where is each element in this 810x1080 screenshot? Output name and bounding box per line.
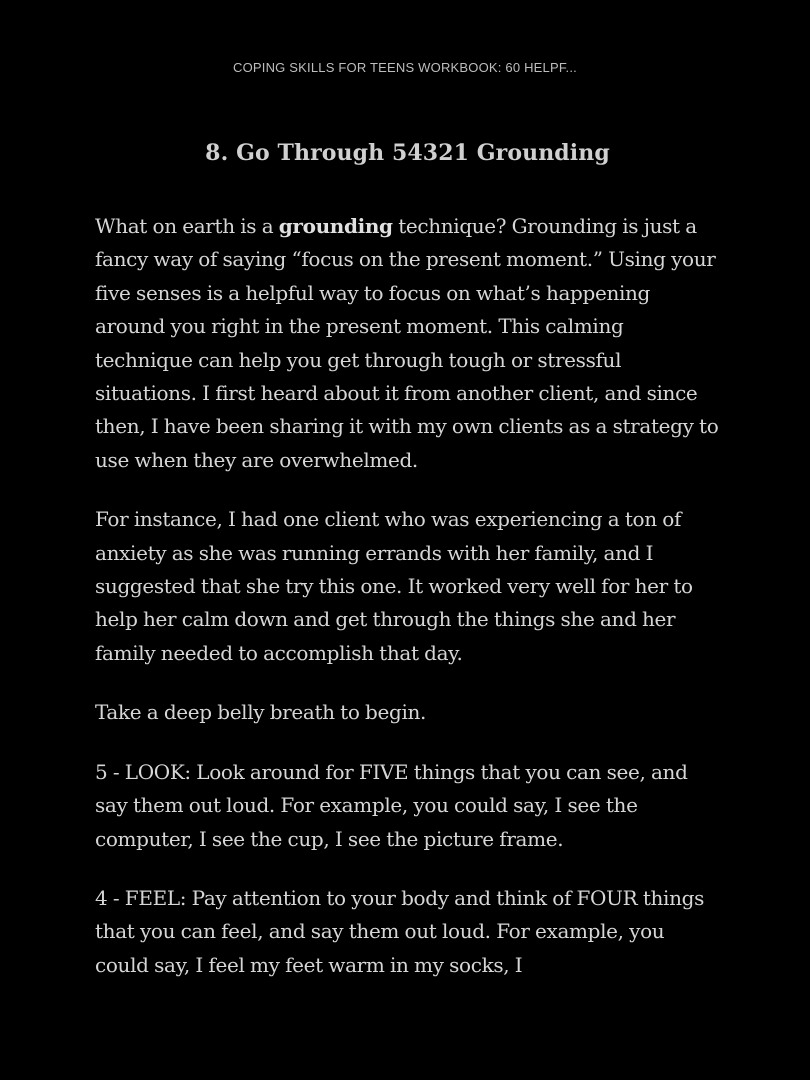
book-title-header: COPING SKILLS FOR TEENS WORKBOOK: 60 HELPF... (233, 60, 577, 75)
paragraph-intro-start: What on earth is a (95, 214, 279, 238)
paragraph-step-feel: 4 - FEEL: Pay attention to your body and think of FOUR things that you can feel, and say them out loud. For example, you could say, I feel my feet warm in my socks, I (95, 885, 704, 977)
reading-pane (95, 140, 720, 1008)
paragraph-example: For instance, I had one client who was experiencing a ton of anxiety as she was running errands with her family, and I suggested that she try this one. It worked very well for her to help her calm down and get through the things she and her family needed to accomplish that day. (95, 507, 693, 665)
paragraph-begin: Take a deep belly breath to begin. (95, 700, 427, 725)
chapter-title: 8. Go Through 54321 Grounding (205, 140, 610, 166)
paragraph-step-look: 5 - LOOK: Look around for FIVE things that you can see, and say them out loud. For example, you could say, I see the computer, I see the cup, I see the picture frame. (95, 759, 688, 851)
bold-term-grounding: grounding (278, 214, 393, 238)
paragraph-intro-rest: technique? Grounding is just a fancy way of saying “focus on the present moment.” Using your five senses is a helpful way to focus on what’s happening around you right in the present moment. This calming technique can help you get through tough or stressful situations. I first heard about it from another client, and since then, I have been sharing it with my own clients as a strategy to use when they are overwhelmed. (95, 214, 719, 472)
paragraph-intro (95, 210, 720, 477)
